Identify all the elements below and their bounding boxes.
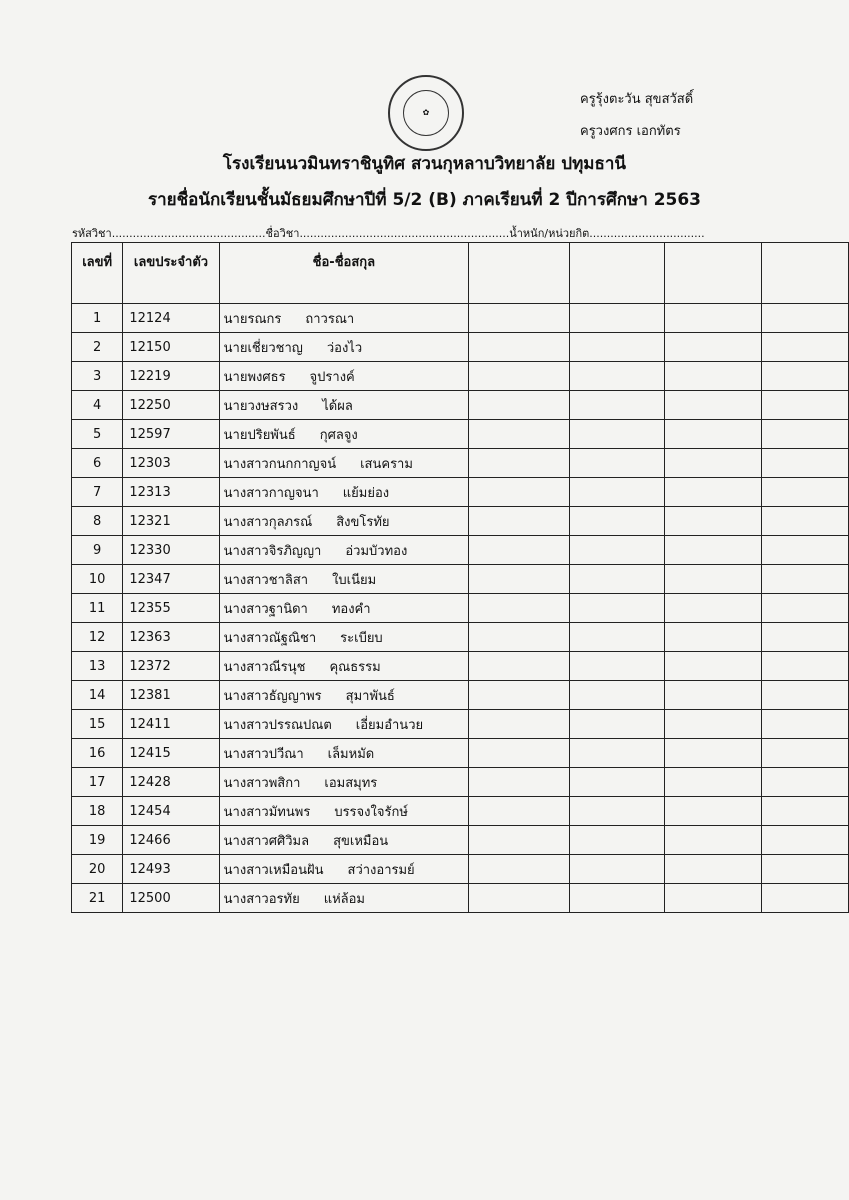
score-cell <box>469 536 569 565</box>
score-cell <box>469 623 569 652</box>
last-name: เล็มหมัด <box>327 746 375 762</box>
table-row <box>72 826 849 855</box>
student-name <box>219 391 468 420</box>
score-cell <box>569 681 665 710</box>
score-cell <box>469 362 569 391</box>
table-row <box>72 884 849 913</box>
student-name <box>219 681 468 710</box>
score-cell <box>761 623 848 652</box>
student-id: 12454 <box>123 797 219 826</box>
student-id: 12303 <box>123 449 219 478</box>
row-number: 16 <box>72 739 123 768</box>
row-number: 12 <box>72 623 123 652</box>
student-name <box>219 797 468 826</box>
score-cell <box>665 768 762 797</box>
score-cell <box>665 797 762 826</box>
score-cell <box>569 449 665 478</box>
first-name: นายวงษสรวง <box>223 398 299 414</box>
score-cell <box>469 768 569 797</box>
row-number: 3 <box>72 362 123 391</box>
score-cell <box>761 362 848 391</box>
student-id: 12313 <box>123 478 219 507</box>
row-number: 7 <box>72 478 123 507</box>
score-cell <box>665 507 762 536</box>
score-cell <box>761 768 848 797</box>
student-name <box>219 855 468 884</box>
first-name: นางสาวอรทัย <box>223 891 300 907</box>
score-cell <box>761 652 848 681</box>
first-name: นางสาวณีรนุช <box>223 659 306 675</box>
student-id: 12347 <box>123 565 219 594</box>
first-name: นางสาวธัญญาพร <box>223 688 322 704</box>
student-id: 12466 <box>123 826 219 855</box>
table-row <box>72 797 849 826</box>
score-cell <box>569 884 665 913</box>
student-name <box>219 565 468 594</box>
score-cell <box>761 507 848 536</box>
score-cell <box>761 739 848 768</box>
student-id: 12381 <box>123 681 219 710</box>
score-cell <box>761 449 848 478</box>
score-cell <box>665 391 762 420</box>
table-row <box>72 565 849 594</box>
score-cell <box>665 449 762 478</box>
table-row <box>72 710 849 739</box>
row-number: 19 <box>72 826 123 855</box>
score-cell <box>761 420 848 449</box>
score-cell <box>569 362 665 391</box>
last-name: ใบเนียม <box>332 572 377 588</box>
score-cell <box>469 449 569 478</box>
table-row <box>72 623 849 652</box>
first-name: นางสาวกาญจนา <box>223 485 319 501</box>
student-name <box>219 420 468 449</box>
first-name: นางสาวณัฐณิชา <box>223 630 317 646</box>
student-id: 12411 <box>123 710 219 739</box>
table-row <box>72 420 849 449</box>
score-cell <box>469 652 569 681</box>
table-row <box>72 304 849 333</box>
score-cell <box>469 594 569 623</box>
score-cell <box>469 507 569 536</box>
table-row <box>72 768 849 797</box>
student-id: 12428 <box>123 768 219 797</box>
score-cell <box>469 304 569 333</box>
credit-label: น้ำหนัก/หน่วยกิต................................. <box>509 227 705 240</box>
score-cell <box>569 420 665 449</box>
row-number: 14 <box>72 681 123 710</box>
list-title: รายชื่อนักเรียนชั้นมัธยมศึกษาปีที่ 5/2 (B) ภาคเรียนที่ 2 ปีการศึกษา 2563 <box>147 190 702 210</box>
student-id: 12219 <box>123 362 219 391</box>
score-cell <box>761 826 848 855</box>
row-number: 17 <box>72 768 123 797</box>
table-row <box>72 681 849 710</box>
score-cell <box>761 478 848 507</box>
school-seal <box>388 75 464 151</box>
student-id: 12355 <box>123 594 219 623</box>
score-cell <box>569 478 665 507</box>
score-cell <box>761 391 848 420</box>
first-name: นางสาวกนกกาญจน์ <box>223 456 337 472</box>
student-name <box>219 449 468 478</box>
last-name: ว่องไว <box>326 340 363 356</box>
student-name <box>219 478 468 507</box>
school-name: โรงเรียนนวมินทราชินูทิศ สวนกุหลาบวิทยาลัย ปทุมธานี <box>222 154 627 174</box>
student-id: 12250 <box>123 391 219 420</box>
score-cell <box>665 710 762 739</box>
table-row <box>72 594 849 623</box>
teacher-1: ครูรุ้งตะวัน สุขสวัสดิ์ <box>580 92 694 107</box>
subject-name-label: ชื่อวิชา............................................................ <box>265 227 510 240</box>
score-cell <box>665 362 762 391</box>
table-row <box>72 536 849 565</box>
first-name: นางสาวกุลภรณ์ <box>223 514 313 530</box>
score-cell <box>665 420 762 449</box>
row-number: 8 <box>72 507 123 536</box>
student-name <box>219 739 468 768</box>
score-cell <box>761 855 848 884</box>
table-row <box>72 855 849 884</box>
table-row <box>72 478 849 507</box>
score-col-header <box>665 243 762 304</box>
student-name <box>219 623 468 652</box>
last-name: ระเบียบ <box>340 630 383 646</box>
score-cell <box>569 855 665 884</box>
last-name: ทองคำ <box>331 601 371 617</box>
last-name: สุขเหมือน <box>333 833 389 849</box>
score-cell <box>469 739 569 768</box>
table-row <box>72 507 849 536</box>
score-cell <box>569 565 665 594</box>
score-cell <box>665 855 762 884</box>
row-number: 6 <box>72 449 123 478</box>
first-name: นายรณกร <box>223 311 282 327</box>
row-number: 15 <box>72 710 123 739</box>
score-cell <box>569 652 665 681</box>
student-name <box>219 333 468 362</box>
subject-fields <box>72 224 705 242</box>
last-name: เอี่ยมอำนวย <box>355 717 424 733</box>
score-cell <box>761 333 848 362</box>
score-cell <box>469 565 569 594</box>
teacher-names <box>580 84 693 148</box>
score-cell <box>665 478 762 507</box>
last-name: คุณธรรม <box>329 659 381 675</box>
student-id: 12493 <box>123 855 219 884</box>
last-name: อ่วมบัวทอง <box>345 543 408 559</box>
first-name: นางสาวมัทนพร <box>223 804 311 820</box>
score-cell <box>469 884 569 913</box>
table-row <box>72 391 849 420</box>
student-name <box>219 710 468 739</box>
last-name: จูปรางค์ <box>309 369 355 385</box>
score-cell <box>569 304 665 333</box>
last-name: แห่ล้อม <box>323 891 365 907</box>
student-name <box>219 594 468 623</box>
subject-code-label: รหัสวิชา............................................ <box>72 227 266 240</box>
row-number: 21 <box>72 884 123 913</box>
row-number: 9 <box>72 536 123 565</box>
score-cell <box>761 594 848 623</box>
col-name-header: ชื่อ-ชื่อสกุล <box>219 243 468 304</box>
score-cell <box>469 681 569 710</box>
row-number: 20 <box>72 855 123 884</box>
score-cell <box>469 333 569 362</box>
score-cell <box>469 391 569 420</box>
score-cell <box>761 304 848 333</box>
student-name <box>219 884 468 913</box>
table-row <box>72 362 849 391</box>
first-name: นางสาวพสิกา <box>223 775 301 791</box>
score-cell <box>469 710 569 739</box>
student-name <box>219 768 468 797</box>
last-name: กุศลจูง <box>319 427 358 443</box>
student-name <box>219 507 468 536</box>
score-cell <box>469 797 569 826</box>
first-name: นางสาวชาลิสา <box>223 572 309 588</box>
score-cell <box>761 681 848 710</box>
student-table <box>71 242 849 913</box>
score-cell <box>761 565 848 594</box>
score-cell <box>569 768 665 797</box>
last-name: สิงขโรทัย <box>336 514 390 530</box>
score-cell <box>569 710 665 739</box>
score-cell <box>569 623 665 652</box>
score-cell <box>665 739 762 768</box>
table-row <box>72 333 849 362</box>
first-name: นางสาวฐานิดา <box>223 601 308 617</box>
score-cell <box>665 884 762 913</box>
student-name <box>219 304 468 333</box>
first-name: นางสาวจิรภิญญา <box>223 543 322 559</box>
student-name <box>219 652 468 681</box>
student-id: 12321 <box>123 507 219 536</box>
score-cell <box>569 391 665 420</box>
score-cell <box>761 797 848 826</box>
score-cell <box>569 536 665 565</box>
score-cell <box>665 826 762 855</box>
score-cell <box>761 884 848 913</box>
last-name: เสนคราม <box>360 456 413 472</box>
score-cell <box>569 826 665 855</box>
score-cell <box>665 623 762 652</box>
row-number: 4 <box>72 391 123 420</box>
student-id: 12372 <box>123 652 219 681</box>
student-id: 12415 <box>123 739 219 768</box>
row-number: 10 <box>72 565 123 594</box>
student-id: 12597 <box>123 420 219 449</box>
first-name: นางสาวปวีณา <box>223 746 304 762</box>
score-cell <box>665 565 762 594</box>
seal-emblem-icon: ✿ <box>403 90 449 136</box>
score-cell <box>665 333 762 362</box>
score-cell <box>469 478 569 507</box>
first-name: นายพงศธร <box>223 369 286 385</box>
first-name: นางสาวเหมือนฝัน <box>223 862 324 878</box>
score-cell <box>569 507 665 536</box>
last-name: สุมาพันธ์ <box>345 688 395 704</box>
student-id: 12124 <box>123 304 219 333</box>
row-number: 18 <box>72 797 123 826</box>
score-cell <box>761 536 848 565</box>
first-name: นายเชี่ยวชาญ <box>223 340 303 356</box>
score-cell <box>569 739 665 768</box>
row-number: 2 <box>72 333 123 362</box>
student-id: 12363 <box>123 623 219 652</box>
last-name: ถาวรณา <box>305 311 355 327</box>
col-no-header: เลขที่ <box>72 243 123 304</box>
row-number: 13 <box>72 652 123 681</box>
col-id-header: เลขประจำตัว <box>123 243 219 304</box>
score-cell <box>469 420 569 449</box>
student-id: 12150 <box>123 333 219 362</box>
score-cell <box>665 681 762 710</box>
score-cell <box>761 710 848 739</box>
student-name <box>219 536 468 565</box>
score-cell <box>569 797 665 826</box>
row-number: 11 <box>72 594 123 623</box>
score-col-header <box>569 243 665 304</box>
last-name: สว่างอารมย์ <box>347 862 415 878</box>
table-row <box>72 449 849 478</box>
first-name: นางสาวปรรณปณต <box>223 717 332 733</box>
score-col-header <box>469 243 569 304</box>
table-row <box>72 652 849 681</box>
student-name <box>219 826 468 855</box>
row-number: 1 <box>72 304 123 333</box>
student-name <box>219 362 468 391</box>
score-cell <box>665 536 762 565</box>
teacher-2: ครูวงศกร เอกทัตร <box>580 124 681 139</box>
last-name: แย้มย่อง <box>342 485 390 501</box>
last-name: บรรจงใจรักษ์ <box>334 804 408 820</box>
first-name: นายปริยพันธ์ <box>223 427 296 443</box>
table-header-row <box>72 243 849 304</box>
row-number: 5 <box>72 420 123 449</box>
score-cell <box>569 333 665 362</box>
score-cell <box>665 594 762 623</box>
score-cell <box>665 652 762 681</box>
last-name: ได้ผล <box>322 398 353 414</box>
score-col-header <box>761 243 848 304</box>
first-name: นางสาวศศิวิมล <box>223 833 310 849</box>
last-name: เอมสมุทร <box>324 775 378 791</box>
student-id: 12330 <box>123 536 219 565</box>
score-cell <box>665 304 762 333</box>
score-cell <box>469 826 569 855</box>
score-cell <box>469 855 569 884</box>
student-id: 12500 <box>123 884 219 913</box>
table-row <box>72 739 849 768</box>
score-cell <box>569 594 665 623</box>
